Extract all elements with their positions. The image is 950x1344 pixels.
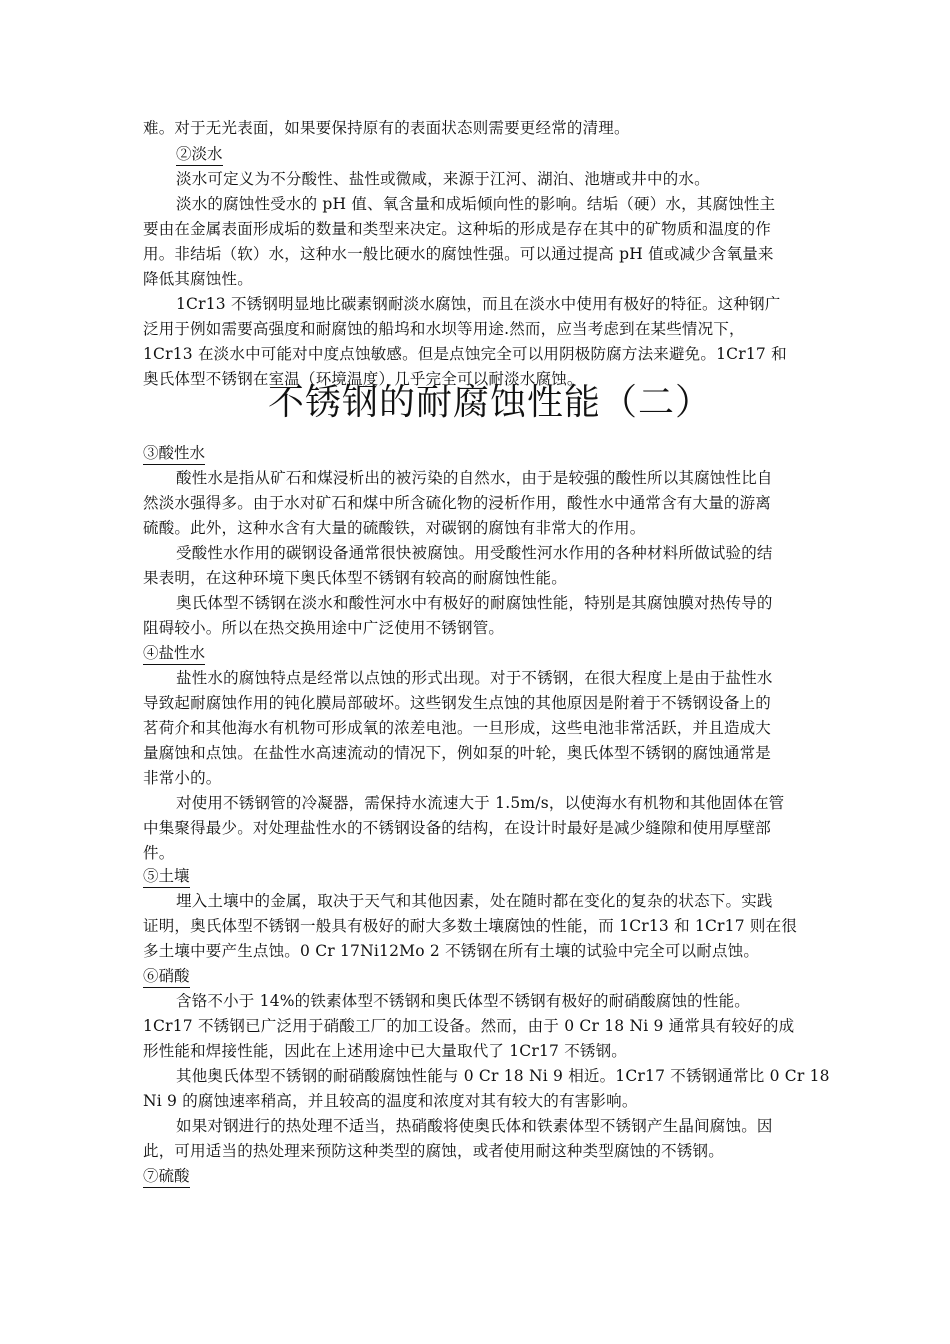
text-line: 中集聚得最少。对处理盐性水的不锈钢设备的结构，在设计时最好是减少缝隙和使用厚壁部 bbox=[143, 819, 772, 837]
text-line: 含铬不小于 14%的铁素体型不锈钢和奥氏体型不锈钢有极好的耐硝酸腐蚀的性能。 bbox=[176, 992, 750, 1010]
text-line: 阻碍较小。所以在热交换用途中广泛使用不锈钢管。 bbox=[143, 619, 505, 637]
section-heading: ⑦硫酸 bbox=[143, 1166, 190, 1188]
text-line: 形性能和焊接性能，因此在上述用途中已大量取代了 1Cr17 不锈钢。 bbox=[143, 1042, 628, 1060]
text-line: 受酸性水作用的碳钢设备通常很快被腐蚀。用受酸性河水作用的各种材料所做试验的结 bbox=[176, 544, 773, 562]
text-line: 果表明，在这种环境下奥氏体型不锈钢有较高的耐腐蚀性能。 bbox=[143, 569, 567, 587]
text-line: 量腐蚀和点蚀。在盐性水高速流动的情况下，例如泵的叶轮，奥氏体型不锈钢的腐蚀通常是 bbox=[143, 744, 772, 762]
text-line: 降低其腐蚀性。 bbox=[143, 270, 253, 288]
text-line: 此，可用适当的热处理来预防这种类型的腐蚀，或者使用耐这种类型腐蚀的不锈钢。 bbox=[143, 1142, 724, 1160]
text-line: 淡水的腐蚀性受水的 pH 值、氧含量和成垢倾向性的影响。结垢（硬）水，其腐蚀性主 bbox=[176, 195, 776, 213]
text-line: 非常小的。 bbox=[143, 769, 222, 787]
text-line: 如果对钢进行的热处理不适当，热硝酸将使奥氏体和铁素体型不锈钢产生晶间腐蚀。因 bbox=[176, 1117, 773, 1135]
section-heading: ④盐性水 bbox=[143, 643, 205, 665]
document-title: 不锈钢的耐腐蚀性能（二） bbox=[268, 382, 713, 423]
text-line: 证明，奥氏体型不锈钢一般具有极好的耐大多数土壤腐蚀的性能，而 1Cr13 和 1Cr17 则在很 bbox=[143, 917, 798, 935]
text-line: 用。非结垢（软）水，这种水一般比硬水的腐蚀性强。可以通过提高 pH 值或减少含氧量来 bbox=[143, 245, 774, 263]
text-line: 多土壤中要产生点蚀。0 Cr 17Ni12Mo 2 不锈钢在所有土壤的试验中完全可以耐点蚀。 bbox=[143, 942, 760, 960]
text-line: 对使用不锈钢管的冷凝器，需保持水流速大于 1.5m/s，以使海水有机物和其他固体在管 bbox=[176, 794, 785, 812]
text-line: 要由在金属表面形成垢的数量和类型来决定。这种垢的形成是存在其中的矿物质和温度的作 bbox=[143, 220, 772, 238]
text-line: 奥氏体型不锈钢在淡水和酸性河水中有极好的耐腐蚀性能，特别是其腐蚀膜对热传导的 bbox=[176, 594, 773, 612]
text-line: Ni 9 的腐蚀速率稍高，并且较高的温度和浓度对其有较大的有害影响。 bbox=[143, 1092, 638, 1110]
text-line: 件。 bbox=[143, 844, 175, 862]
text-line: 奥氏体型不锈钢在室温（环境温度）几乎完全可以耐淡水腐蚀。 bbox=[143, 370, 583, 388]
text-line: 然淡水强得多。由于水对矿石和煤中所含硫化物的浸析作用，酸性水中通常含有大量的游离 bbox=[143, 494, 772, 512]
text-line: 其他奥氏体型不锈钢的耐硝酸腐蚀性能与 0 Cr 18 Ni 9 相近。1Cr17 不锈钢通常比 0 Cr 18 bbox=[176, 1067, 830, 1085]
text-line: 盐性水的腐蚀特点是经常以点蚀的形式出现。对于不锈钢，在很大程度上是由于盐性水 bbox=[176, 669, 773, 687]
text-line: 茗荷介和其他海水有机物可形成氧的浓差电池。一旦形成，这些电池非常活跃，并且造成大 bbox=[143, 719, 772, 737]
section-heading: ②淡水 bbox=[176, 144, 223, 166]
section-heading: ③酸性水 bbox=[143, 443, 205, 465]
text-line: 1Cr13 不锈钢明显地比碳素钢耐淡水腐蚀，而且在淡水中使用有极好的特征。这种钢广 bbox=[176, 295, 781, 313]
section-heading: ⑥硝酸 bbox=[143, 966, 190, 988]
text-line: 硫酸。此外，这种水含有大量的硫酸铁，对碳钢的腐蚀有非常大的作用。 bbox=[143, 519, 646, 537]
text-line: 导致起耐腐蚀作用的钝化膜局部破坏。这些钢发生点蚀的其他原因是附着于不锈钢设备上的 bbox=[143, 694, 772, 712]
section-heading: ⑤土壤 bbox=[143, 866, 190, 888]
text-line: 酸性水是指从矿石和煤浸析出的被污染的自然水，由于是较强的酸性所以其腐蚀性比自 bbox=[176, 469, 773, 487]
text-line: 1Cr17 不锈钢已广泛用于硝酸工厂的加工设备。然而，由于 0 Cr 18 Ni 9 通常具有较好的成 bbox=[143, 1017, 795, 1035]
text-line: 1Cr13 在淡水中可能对中度点蚀敏感。但是点蚀完全可以用阴极防腐方法来避免。1Cr17 和 bbox=[143, 345, 787, 363]
text-line: 埋入土壤中的金属，取决于天气和其他因素，处在随时都在变化的复杂的状态下。实践 bbox=[176, 892, 773, 910]
text-line: 难。对于无光表面，如果要保持原有的表面状态则需要更经常的清理。 bbox=[143, 119, 630, 137]
text-line: 淡水可定义为不分酸性、盐性或微咸，来源于江河、湖泊、池塘或井中的水。 bbox=[176, 170, 710, 188]
text-line: 泛用于例如需要高强度和耐腐蚀的船坞和水坝等用途.然而，应当考虑到在某些情况下， bbox=[143, 320, 745, 338]
